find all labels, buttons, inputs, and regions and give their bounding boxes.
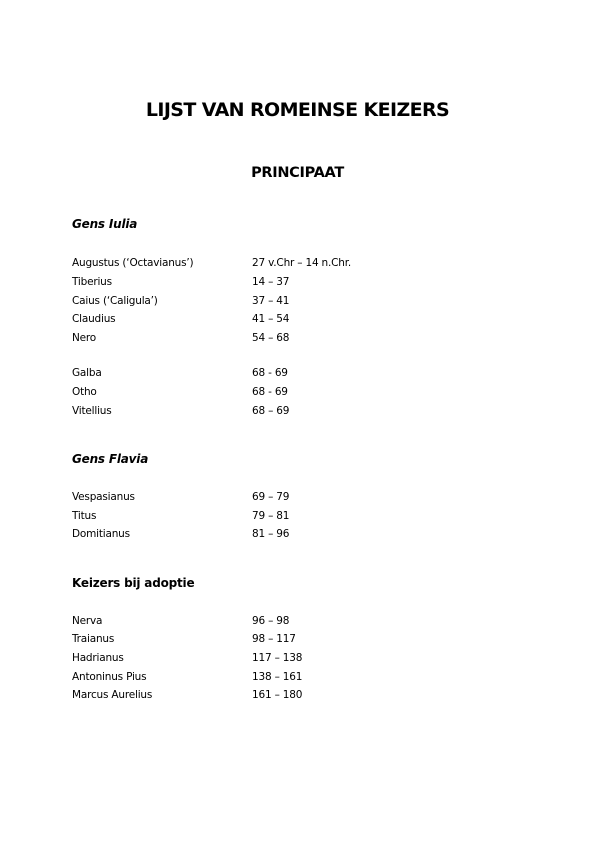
list-item	[72, 383, 532, 401]
emperor-name: Claudius	[72, 313, 116, 325]
reign-period: 68 - 69	[252, 386, 288, 398]
reign-period: 81 – 96	[252, 528, 290, 540]
reign-period: 69 – 79	[252, 491, 290, 503]
reign-period: 14 – 37	[252, 276, 290, 288]
list-item	[72, 364, 532, 382]
list-item	[72, 507, 532, 525]
emperor-name: Titus	[72, 510, 97, 522]
emperor-name: Nerva	[72, 615, 103, 627]
list-item	[72, 668, 532, 686]
list-item	[72, 686, 532, 704]
emperor-name: Antoninus Pius	[72, 671, 147, 683]
reign-period: 96 – 98	[252, 615, 290, 627]
emperor-name: Domitianus	[72, 528, 130, 540]
reign-period: 68 – 69	[252, 405, 290, 417]
reign-period: 98 – 117	[252, 633, 296, 645]
list-item	[72, 630, 532, 648]
emperor-name: Vitellius	[72, 405, 112, 417]
reign-period: 27 v.Chr – 14 n.Chr.	[252, 257, 352, 269]
emperor-name: Traianus	[72, 633, 115, 645]
reign-period: 79 – 81	[252, 510, 290, 522]
section-heading-keizers-bij-adoptie: Keizers bij adoptie	[72, 576, 195, 590]
list-item	[72, 649, 532, 667]
list-item	[72, 525, 532, 543]
emperor-name: Hadrianus	[72, 652, 124, 664]
reign-period: 68 - 69	[252, 367, 288, 379]
emperor-name: Otho	[72, 386, 97, 398]
emperor-name: Augustus (‘Octavianus’)	[72, 257, 194, 269]
emperor-name: Caius (‘Caligula’)	[72, 295, 158, 307]
list-item	[72, 612, 532, 630]
reign-period: 161 – 180	[252, 689, 303, 701]
list-item	[72, 488, 532, 506]
list-item	[72, 292, 532, 310]
emperor-name: Galba	[72, 367, 102, 379]
reign-period: 37 – 41	[252, 295, 290, 307]
emperor-name: Tiberius	[72, 276, 112, 288]
section-heading-gens-iulia: Gens Iulia	[72, 217, 138, 231]
list-item	[72, 329, 532, 347]
emperor-name: Vespasianus	[72, 491, 135, 503]
reign-period: 138 – 161	[252, 671, 303, 683]
list-item	[72, 273, 532, 291]
list-item	[72, 402, 532, 420]
page-title: LIJST VAN ROMEINSE KEIZERS	[145, 99, 450, 121]
emperor-name: Nero	[72, 332, 97, 344]
reign-period: 41 – 54	[252, 313, 290, 325]
list-item	[72, 254, 532, 272]
page-subtitle: PRINCIPAAT	[251, 165, 344, 181]
section-heading-gens-flavia: Gens Flavia	[72, 452, 149, 466]
emperor-name: Marcus Aurelius	[72, 689, 153, 701]
reign-period: 54 – 68	[252, 332, 290, 344]
list-item	[72, 310, 532, 328]
reign-period: 117 – 138	[252, 652, 303, 664]
